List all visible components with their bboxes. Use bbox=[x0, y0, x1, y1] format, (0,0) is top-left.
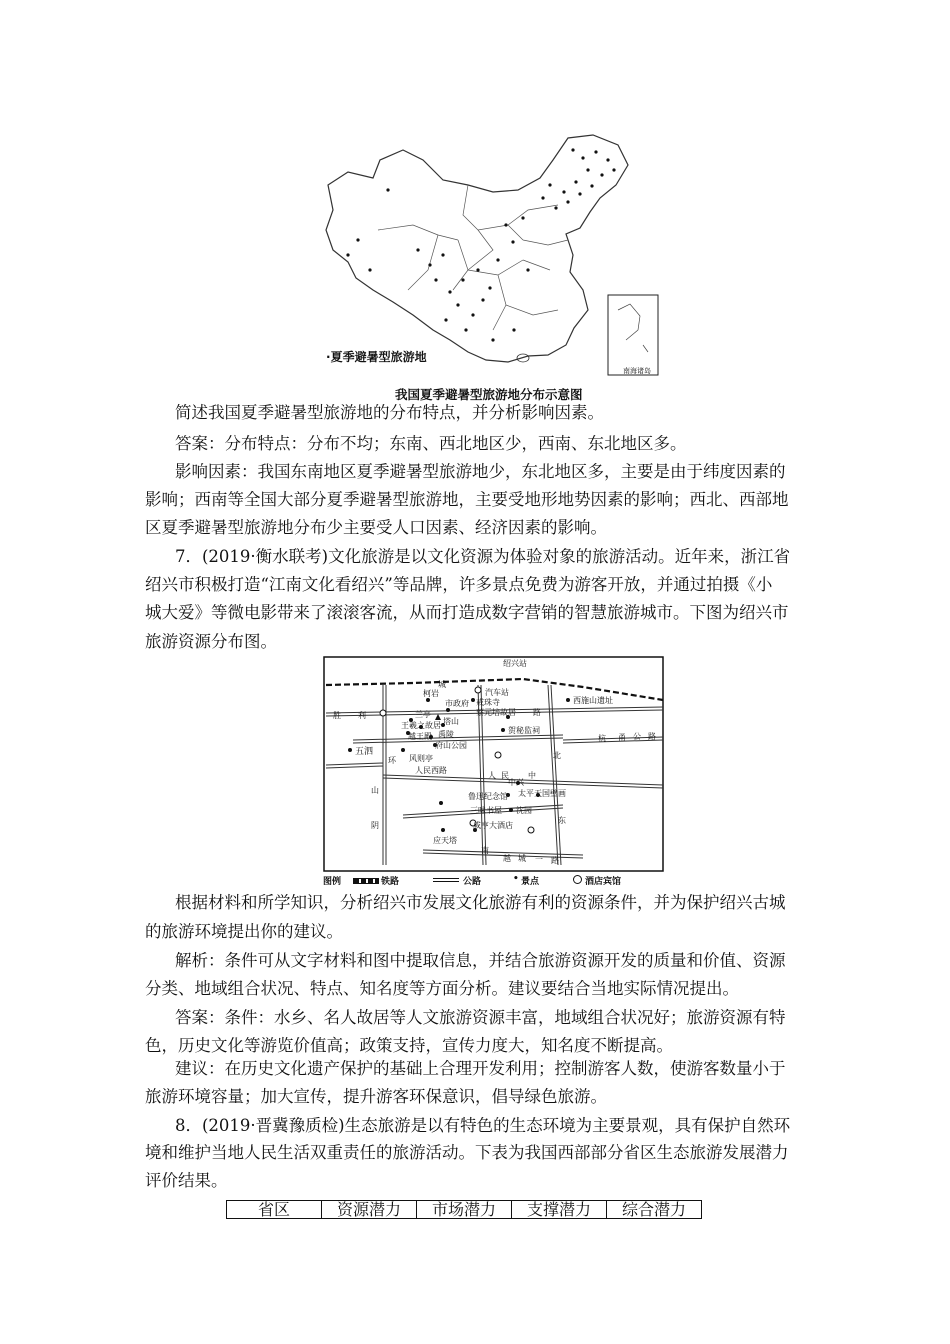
place-label: 禹陵 bbox=[438, 730, 454, 739]
road-label: 越 bbox=[503, 854, 511, 863]
place-label: 王羲之故居 bbox=[401, 721, 441, 730]
road-label: 阴 bbox=[371, 821, 379, 830]
road-label: 路 bbox=[551, 856, 559, 865]
paragraph-line: 评价结果。 bbox=[145, 1171, 228, 1190]
legend-hotel: 酒店宾馆 bbox=[585, 877, 622, 887]
legend-spot: 景点 bbox=[521, 877, 540, 887]
rail-legend-icon bbox=[353, 878, 379, 884]
place-label: 兰亭 bbox=[415, 710, 431, 719]
china-map-caption: 我国夏季避暑型旅游地分布示意图 bbox=[395, 387, 583, 402]
map-legend-label: ·夏季避暑型旅游地 bbox=[326, 350, 427, 364]
place-label: 塔山 bbox=[443, 717, 459, 726]
legend-rail: 铁路 bbox=[381, 877, 400, 887]
place-label: 柯岩 bbox=[423, 689, 439, 698]
road-label: 一 bbox=[535, 855, 543, 864]
road-label: 中 bbox=[528, 771, 536, 780]
south-china-sea-inset bbox=[608, 295, 658, 375]
table-header-cell: 综合潜力 bbox=[607, 1201, 702, 1219]
paragraph-line: 绍兴市积极打造“江南文化看绍兴”等品牌，许多景点免费为游客开放，并通过拍摄《小 bbox=[145, 575, 773, 594]
place-label: 市政府 bbox=[445, 699, 469, 708]
road-label: 公 bbox=[633, 732, 641, 741]
paragraph-line: 简述我国夏季避暑型旅游地的分布特点，并分析影响因素。 bbox=[175, 403, 604, 422]
paragraph-line: 旅游环境容量；加大宣传，提升游客环保意识，倡导绿色旅游。 bbox=[145, 1087, 607, 1106]
paragraph-line: 境和维护当地人民生活双重责任的旅游活动。下表为我国西部部分省区生态旅游发展潜力 bbox=[145, 1143, 789, 1162]
china-map-figure bbox=[318, 130, 663, 380]
road-label: 北 bbox=[553, 751, 561, 760]
paragraph-line: 分类、地域组合状况、特点、知名度等方面分析。建议要结合当地实际情况提出。 bbox=[145, 979, 739, 998]
place-label: 西施山遗址 bbox=[573, 696, 613, 705]
road-label: 环 bbox=[388, 756, 396, 765]
paragraph-line: 答案：分布特点：分布不均；东南、西北地区少，西南、东北地区多。 bbox=[175, 434, 687, 453]
place-label: 蔡元培故居 bbox=[476, 708, 516, 717]
paragraph-line: 旅游资源分布图。 bbox=[145, 632, 277, 651]
table-header-cell: 省区 bbox=[227, 1201, 322, 1219]
table-header-cell: 支撑潜力 bbox=[512, 1201, 607, 1219]
place-label: 中兴 bbox=[508, 778, 524, 787]
place-label: 汽车站 bbox=[485, 688, 509, 697]
place-label: 咸亨大酒店 bbox=[473, 821, 513, 830]
paragraph-line: 解析：条件可从文字材料和图中提取信息，并结合旅游资源开发的质量和价值、资源 bbox=[175, 951, 786, 970]
paragraph-line: 答案：条件：水乡、名人故居等人文旅游资源丰富，地域组合状况好；旅游资源有特 bbox=[175, 1008, 786, 1027]
road-label: 路 bbox=[648, 732, 656, 741]
road-label: 杭 bbox=[598, 734, 606, 743]
place-label: 太平天国壁画 bbox=[518, 789, 566, 798]
place-label: 风则亭 bbox=[409, 754, 433, 763]
paragraph-line: 影响因素：我国东南地区夏季避暑型旅游地少，东北地区多，主要是由于纬度因素的 bbox=[175, 462, 786, 481]
road-label: 利 bbox=[358, 711, 366, 720]
paragraph-line: 8．(2019·晋冀豫质检)生态旅游是以有特色的生态环境为主要景观，具有保护自然环 bbox=[175, 1116, 791, 1135]
paragraph-line: 建议：在历史文化遗产保护的基础上合理开发利用；控制游客人数，使游客数量小于 bbox=[175, 1059, 786, 1078]
place-label: 人民西路 bbox=[415, 766, 447, 775]
hotel-legend-icon bbox=[573, 875, 582, 884]
place-label: 戒珠寺 bbox=[476, 698, 500, 707]
place-label: 应天塔 bbox=[433, 836, 457, 845]
place-label: 三味书屋 bbox=[470, 806, 502, 815]
paragraph-line: 色，历史文化等游览价值高；政策支持，宣传力度大，知名度不断提高。 bbox=[145, 1036, 673, 1055]
china-outline-map bbox=[318, 130, 663, 380]
place-label: 府山公园 bbox=[435, 741, 467, 750]
inset-label: 南海诸岛 bbox=[623, 367, 651, 375]
place-label: 五泗 bbox=[355, 747, 374, 757]
road-label: 山 bbox=[371, 786, 379, 795]
paragraph-line: 的旅游环境提出你的建议。 bbox=[145, 922, 343, 941]
road-label: 人 bbox=[488, 771, 496, 780]
legend-dot-icon: · bbox=[326, 350, 331, 364]
place-label: 鲁迅纪念馆 bbox=[468, 792, 508, 801]
road-label: 城 bbox=[518, 854, 526, 863]
road-label: 甬 bbox=[618, 733, 626, 742]
paragraph-line: 影响；西南等全国大部分夏季避暑型旅游地，主要受地形地势因素的影响；西北、西部地 bbox=[145, 490, 789, 509]
place-label: 贺秘监祠 bbox=[508, 726, 540, 735]
road-label: 城 bbox=[438, 680, 446, 689]
paragraph-line: 区夏季避暑型旅游地分布少主要受人口因素、经济因素的影响。 bbox=[145, 518, 607, 537]
table-header-cell: 市场潜力 bbox=[417, 1201, 512, 1219]
road-label: 胜 bbox=[333, 711, 341, 720]
paragraph-line: 7．(2019·衡水联考)文化旅游是以文化资源为体验对象的旅游活动。近年来，浙江省 bbox=[175, 547, 791, 566]
road-legend-icon bbox=[433, 878, 459, 882]
road-label: 路 bbox=[533, 708, 541, 717]
map-legend bbox=[323, 874, 665, 886]
place-label: 沈园 bbox=[516, 806, 532, 815]
legend-title: 图例 bbox=[323, 877, 342, 887]
table-header-row bbox=[227, 1201, 702, 1219]
paragraph-line: 根据材料和所学知识，分析绍兴市发展文化旅游有利的资源条件，并为保护绍兴古城 bbox=[175, 893, 786, 912]
road-label: 民 bbox=[501, 771, 509, 780]
table-header-cell: 资源潜力 bbox=[322, 1201, 417, 1219]
eval-table bbox=[226, 1200, 702, 1219]
spot-legend-icon: • bbox=[513, 874, 519, 884]
place-label: 越王殿 bbox=[408, 732, 432, 741]
legend-road: 公路 bbox=[463, 877, 482, 887]
road-label: 南 bbox=[481, 846, 489, 855]
shaoxing-map-figure bbox=[323, 655, 665, 887]
paragraph-line: 城大爱》等微电影带来了滚滚客流，从而打造成数字营销的智慧旅游城市。下图为绍兴市 bbox=[145, 603, 789, 622]
place-label: 绍兴站 bbox=[503, 659, 527, 668]
road-label: 东 bbox=[558, 816, 566, 825]
